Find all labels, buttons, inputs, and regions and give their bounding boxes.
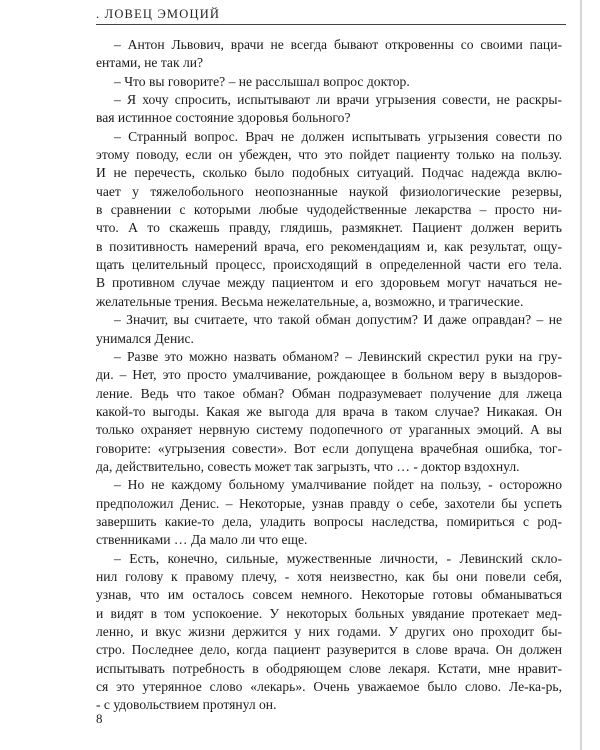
text-line: И не перечесть, сколько было подобных ситуаций. Подчас надежда вклю- xyxy=(96,165,562,181)
text-line: в сравнении с которыми любые чудодейственные лекарства – просто ни- xyxy=(96,202,562,218)
text-line: желательные трения. Весьма нежелательные, а, возможно, и трагические. xyxy=(96,293,524,309)
text-line: в позитивность намерений врача, его рекомендациям и, как результат, ощу- xyxy=(96,238,562,254)
text-line: говорите: «угрызения совести». Вот если допущена врачебная ошибка, тог- xyxy=(96,440,562,456)
text-line: узнав, что им осталось совсем немного. Некоторые готовы обманываться xyxy=(96,587,562,603)
text-line: чает у тяжелобольного неопознанные наукой физиологические резервы, xyxy=(96,183,562,199)
text-line: какой-то выгоды. Какая же выгода для врача в таком случае? Никакая. Он xyxy=(96,403,562,419)
text-line: В противном случае между пациентом и его здоровьем могут начаться не- xyxy=(96,275,562,291)
text-line: что. А то скажешь правду, глядишь, размякнет. Пациент должен верить xyxy=(96,220,562,236)
text-line: и видят в том успокоение. У некоторых больных увядание протекает мед- xyxy=(96,605,562,621)
text-line: ентами, не так ли? xyxy=(96,55,204,71)
text-line: ся это утерянное слово «лекарь». Очень уважаемое было слово. Ле-ка-рь, xyxy=(96,679,562,695)
text-line: стро. Последнее дело, когда пациент разуверится в слове врача. Он должен xyxy=(96,642,562,658)
running-title: . ЛОВЕЦ ЭМОЦИЙ xyxy=(96,7,221,21)
text-line: – Что вы говорите? – не расслышал вопрос доктор. xyxy=(114,73,410,89)
page-number: 8 xyxy=(96,711,103,726)
text-line: нил голову к правому плечу, - хотя неизвестно, как бы они повели себя, xyxy=(96,568,562,584)
text-line: ди. – Нет, это просто умалчивание, рождающее в больном веру в выздоров- xyxy=(96,367,562,383)
text-line: – Я хочу спросить, испытывают ли врачи угрызения совести, не раскры- xyxy=(114,92,562,108)
text-line: – Разве это можно назвать обманом? – Левинский скрестил руки на гру- xyxy=(114,348,562,364)
text-line: вая истинное состояние здоровья больного? xyxy=(96,110,351,126)
header-rule xyxy=(96,24,566,25)
text-line: щать целительный процесс, происходящий в определенной части его тела. xyxy=(96,257,562,273)
text-line: испытывать потребность в ободряющем слове лекаря. Кстати, мне нравит- xyxy=(96,660,562,676)
text-line: ленно, и вкус жизни держится у них годами. У других оно проходит бы- xyxy=(96,624,562,639)
text-line: – Антон Львович, врачи не всегда бывают откровенны со своими паци- xyxy=(114,37,562,52)
text-line: этому поводу, если он убежден, что это пойдет пациенту только на пользу. xyxy=(96,147,562,163)
text-line: завершить какие-то дела, уладить вопросы наследства, помириться с род- xyxy=(96,513,562,529)
page-spine-shadow xyxy=(580,0,582,750)
text-line: ление. Ведь что такое обман? Обман подразумевает получение для лжеца xyxy=(96,385,562,401)
text-line: – Значит, вы считаете, что такой обман допустим? И даже оправдан? – не xyxy=(114,312,562,328)
text-line: только охраняет нервную систему подопечного от ураганных эмоций. А вы xyxy=(96,422,562,438)
text-line: ственниками … Да мало ли что еще. xyxy=(96,532,308,548)
text-line: - с удовольствием протянул он. xyxy=(96,697,277,713)
text-line: предположил Денис. – Некоторые, узнав правду о себе, захотели бы успеть xyxy=(96,495,562,511)
text-line: – Есть, конечно, сильные, мужественные личности, - Левинский скло- xyxy=(114,550,562,566)
text-line: – Но не каждому больному умалчивание пойдет на пользу, - осторожно xyxy=(114,477,562,493)
text-line: – Странный вопрос. Врач не должен испытывать угрызения совести по xyxy=(114,128,562,144)
text-line: да, действительно, совесть может так загрызть, что … - доктор вздохнул. xyxy=(96,458,520,474)
text-line: унимался Денис. xyxy=(96,330,194,346)
body-text xyxy=(96,36,562,715)
